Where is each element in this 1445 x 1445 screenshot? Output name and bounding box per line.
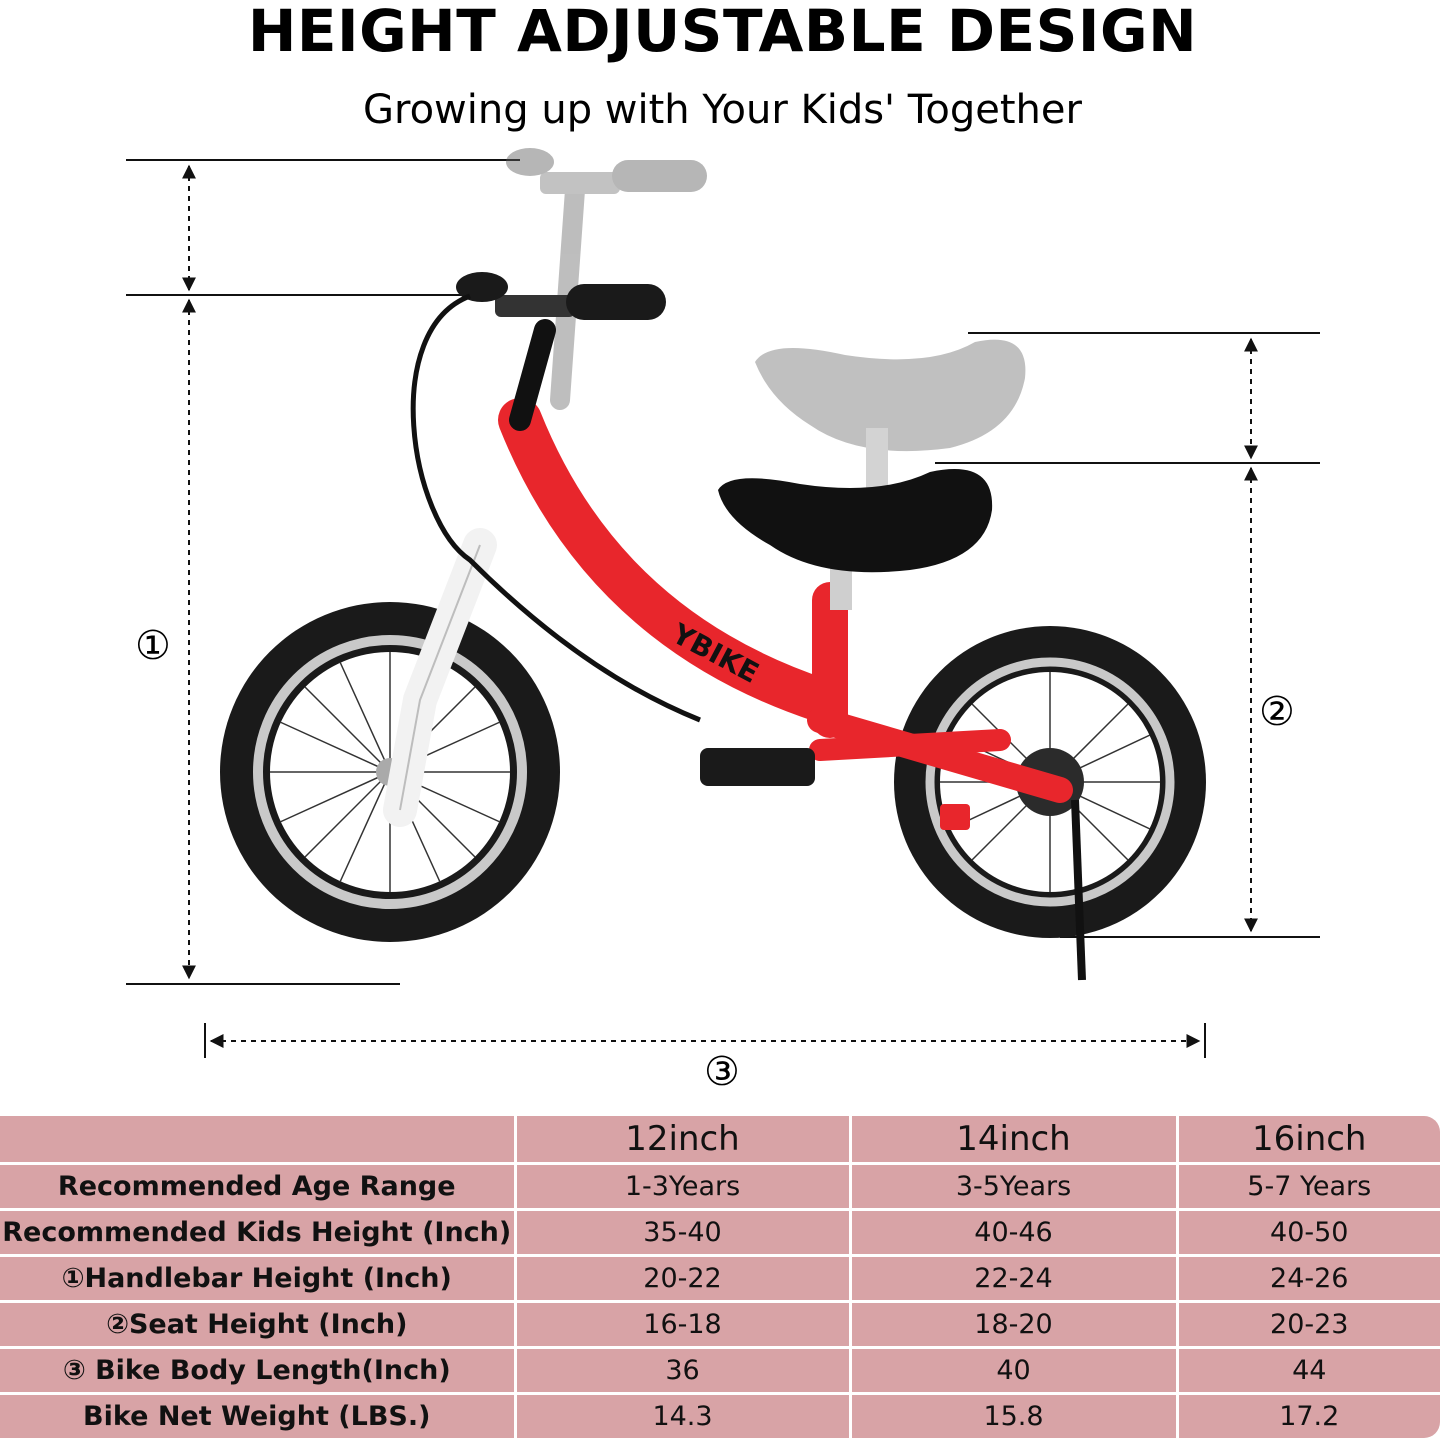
table-cell: 18-20 xyxy=(850,1302,1177,1348)
table-cell: 16-18 xyxy=(515,1302,850,1348)
spec-header-16inch: 16inch xyxy=(1177,1116,1440,1164)
table-cell: 24-26 xyxy=(1177,1256,1440,1302)
table-cell: 44 xyxy=(1177,1348,1440,1394)
body-length-marker: ③ xyxy=(704,1049,740,1095)
table-cell: 5-7 Years xyxy=(1177,1164,1440,1210)
row-label: Recommended Age Range xyxy=(0,1164,515,1210)
spec-table xyxy=(0,1116,1440,1438)
page-title: HEIGHT ADJUSTABLE DESIGN xyxy=(247,0,1198,65)
table-cell: 3-5Years xyxy=(850,1164,1177,1210)
seat-height-marker: ② xyxy=(1259,689,1295,735)
table-cell: 22-24 xyxy=(850,1256,1177,1302)
table-row xyxy=(0,1210,1440,1256)
table-cell: 1-3Years xyxy=(515,1164,850,1210)
table-row xyxy=(0,1164,1440,1210)
table-cell: 17.2 xyxy=(1177,1394,1440,1438)
table-cell: 40-46 xyxy=(850,1210,1177,1256)
table-cell: 40 xyxy=(850,1348,1177,1394)
table-cell: 20-22 xyxy=(515,1256,850,1302)
handlebar-height-marker: ① xyxy=(135,623,171,669)
row-label: Bike Net Weight (LBS.) xyxy=(0,1394,515,1438)
table-row xyxy=(0,1302,1440,1348)
table-cell: 36 xyxy=(515,1348,850,1394)
spec-table-panel xyxy=(0,1116,1440,1438)
spec-header-14inch: 14inch xyxy=(850,1116,1177,1164)
row-label: Recommended Kids Height (Inch) xyxy=(0,1210,515,1256)
table-cell: 20-23 xyxy=(1177,1302,1440,1348)
table-cell: 35-40 xyxy=(515,1210,850,1256)
table-row xyxy=(0,1394,1440,1438)
page-subtitle: Growing up with Your Kids' Together xyxy=(363,87,1082,133)
brand-logo: YBIKE xyxy=(666,617,765,690)
table-row xyxy=(0,1256,1440,1302)
row-label: ②Seat Height (Inch) xyxy=(0,1302,515,1348)
spec-header-blank xyxy=(0,1116,515,1164)
spec-header-12inch: 12inch xyxy=(515,1116,850,1164)
seat xyxy=(718,469,992,610)
table-cell: 14.3 xyxy=(515,1394,850,1438)
table-cell: 40-50 xyxy=(1177,1210,1440,1256)
row-label: ③ Bike Body Length(Inch) xyxy=(0,1348,515,1394)
row-label: ①Handlebar Height (Inch) xyxy=(0,1256,515,1302)
spec-table-header xyxy=(0,1116,1440,1164)
table-row xyxy=(0,1348,1440,1394)
table-cell: 15.8 xyxy=(850,1394,1177,1438)
